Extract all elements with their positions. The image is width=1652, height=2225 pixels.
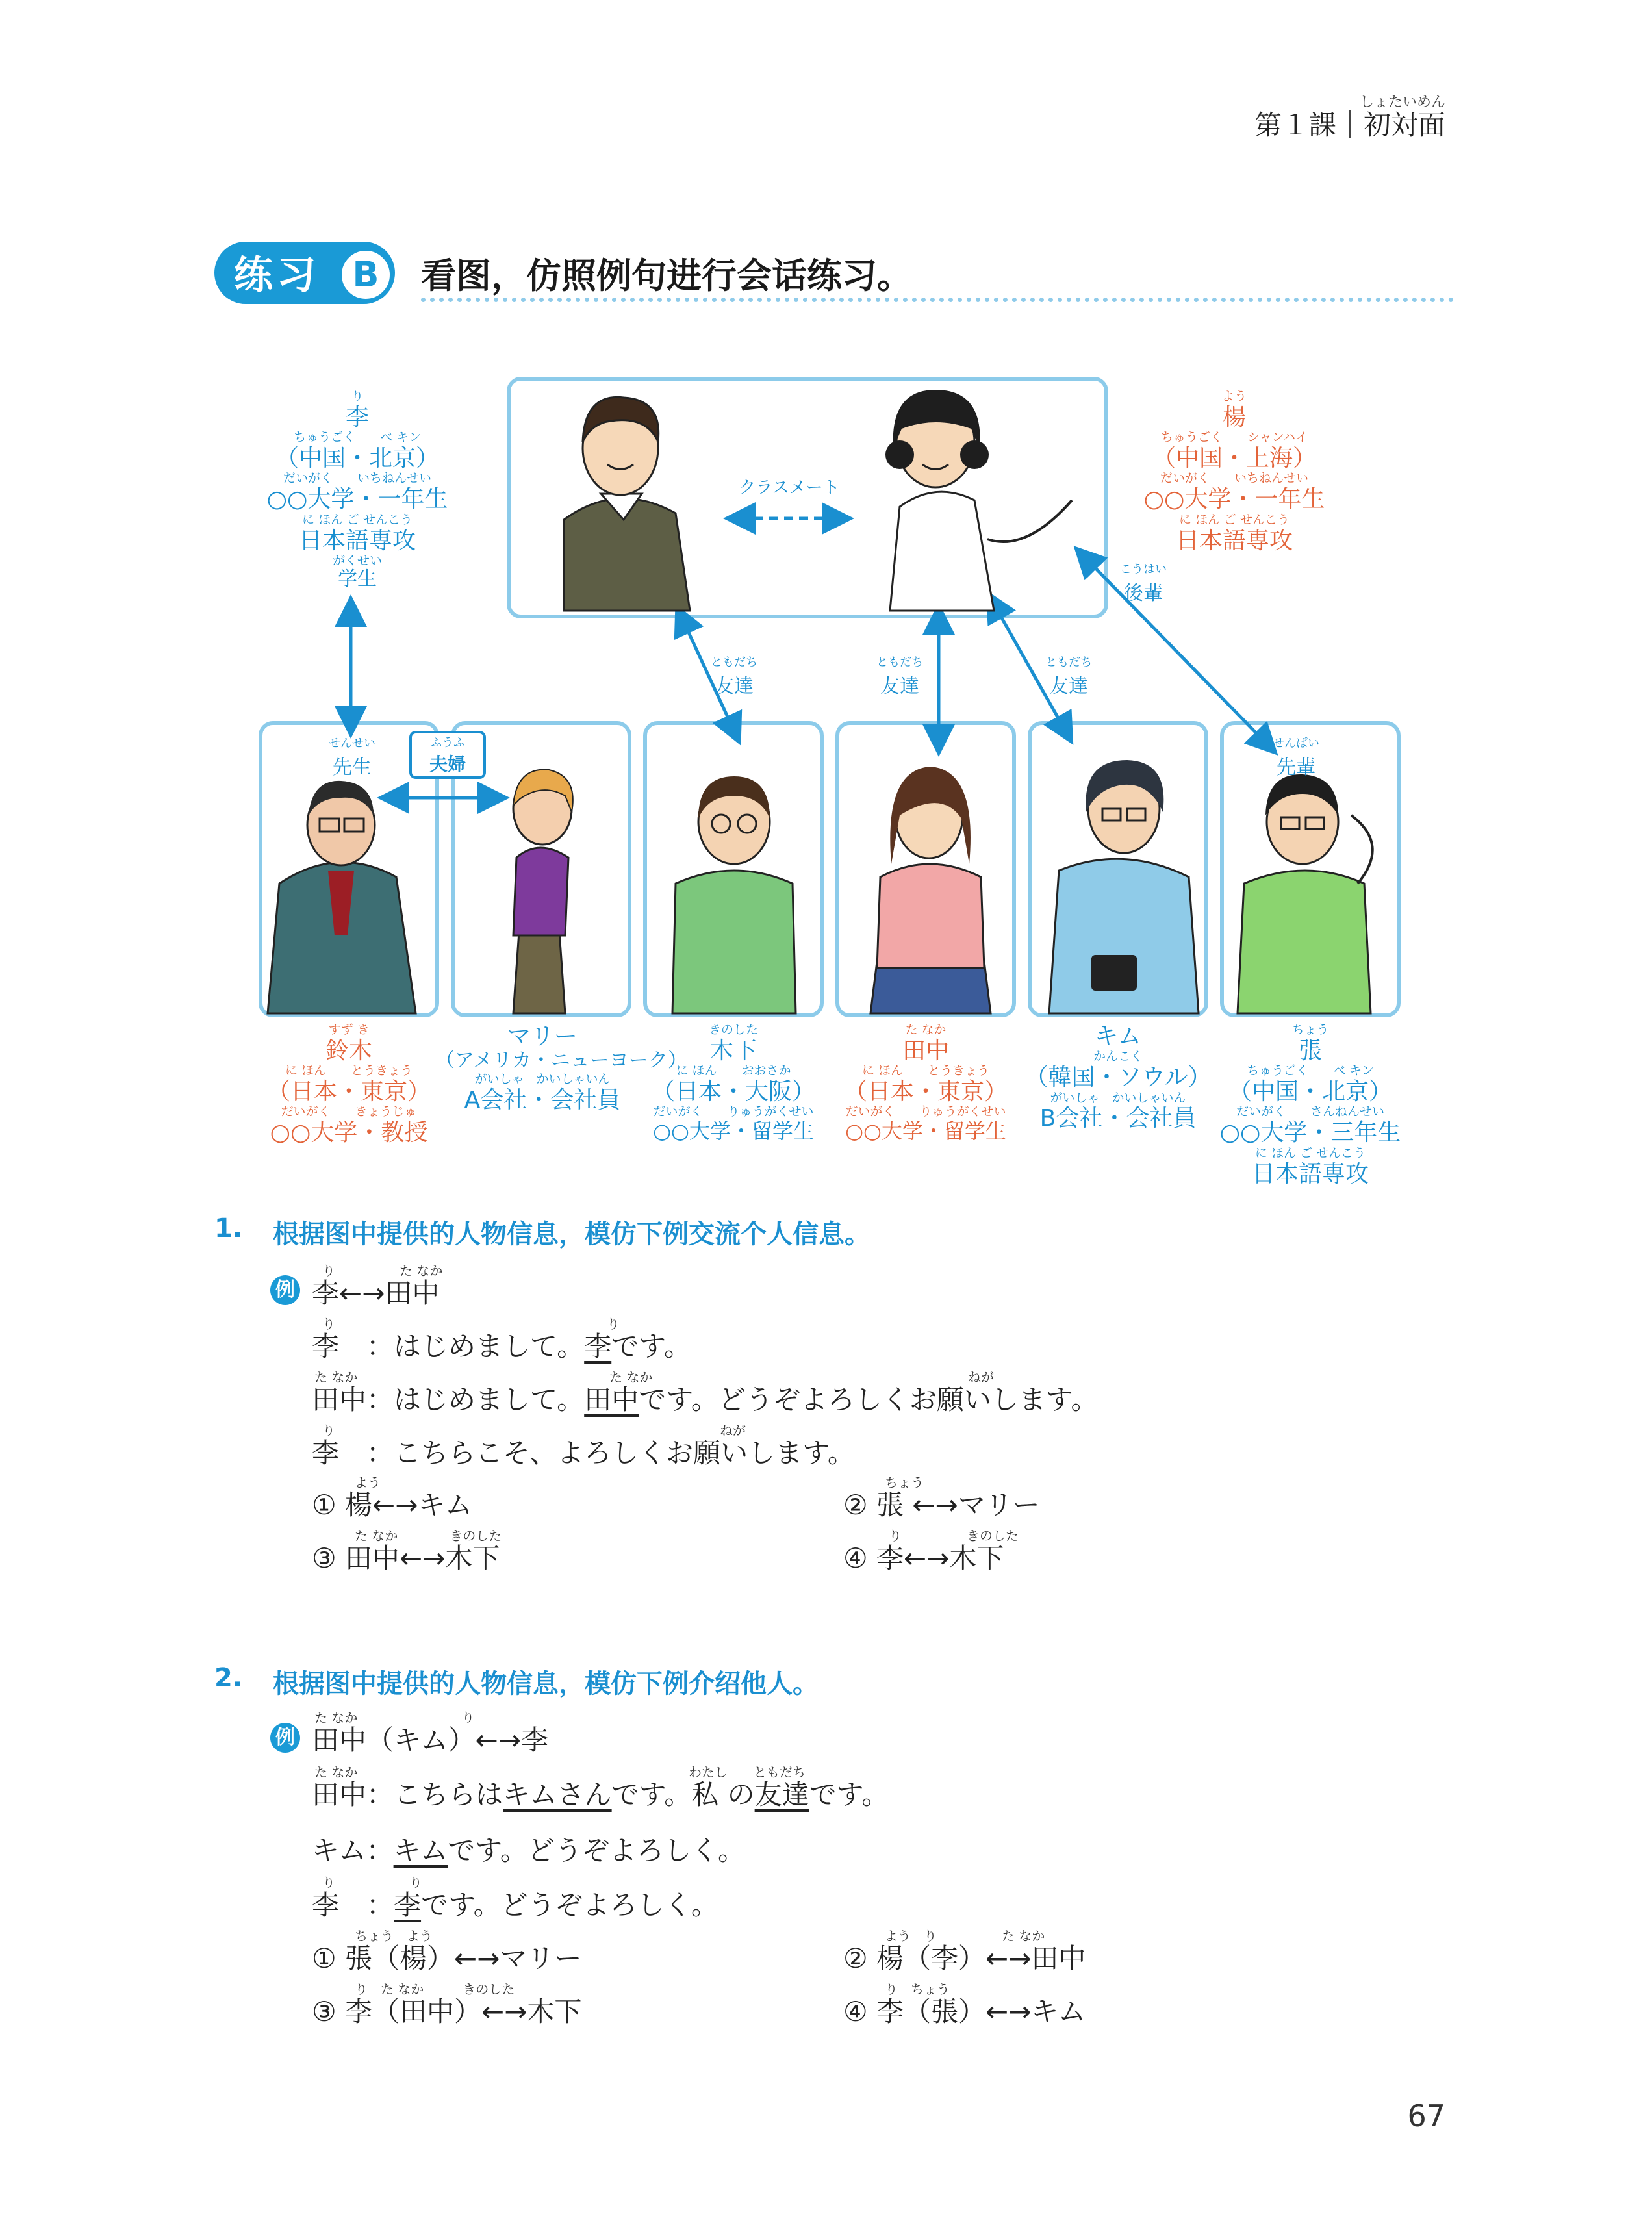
ex2-opt2-text: 楊（李）←→田中 (876, 1942, 1086, 1974)
person-info-tanaka (832, 1023, 1020, 1143)
ex1-l2-underlined: 田中 (584, 1384, 639, 1416)
kim-figure (1049, 760, 1199, 1013)
person-info-zhang (1216, 1023, 1404, 1188)
teacher-text: 先生 (333, 756, 372, 779)
ex2-opt2-ruby: よう り た なか (885, 1928, 1045, 1944)
marie-detail: A会社・会社員 (464, 1086, 621, 1113)
kinoshita-name: 木下 (709, 1037, 757, 1064)
ex2-l3-speaker-ruby: り (322, 1875, 335, 1890)
tanaka-detail-ruby: だいがく りゅうがくせい (845, 1104, 1006, 1119)
ex1-opt3-num: ③ (312, 1542, 337, 1574)
ex2-option-1 (312, 1937, 581, 1976)
ex1-opt1-text: 楊←→キム (345, 1489, 472, 1521)
yang-origin: （中国・上海） (1152, 445, 1316, 472)
yang-origin-ruby: ちゅうごく シャンハイ (1160, 430, 1308, 445)
ex1-l1-speaker-ruby: り (322, 1316, 335, 1332)
ex1-line-2 (312, 1379, 1098, 1418)
li-role-ruby: がくせい (332, 553, 382, 568)
kim-detail: B会社・会社員 (1039, 1105, 1197, 1132)
ex2-opt1-text: 張（楊）←→マリー (345, 1942, 582, 1974)
ex2-l3-underlined: 李 (394, 1889, 422, 1921)
friend-label-1 (695, 653, 773, 698)
ex1-pair-ruby-2: た なか (400, 1263, 443, 1278)
ex2-l1-text-b: です。私 の (611, 1779, 755, 1811)
practice-label: 练习 (234, 253, 320, 298)
ex2-l3-text-a: ： (339, 1889, 394, 1921)
tanaka-detail: ○○大学・留学生 (845, 1119, 1006, 1144)
li-role: 学生 (338, 567, 377, 591)
ex1-l1-text-b: です。 (611, 1330, 691, 1362)
lesson-title-ruby: しょたいめん (1359, 94, 1445, 110)
suzuki-origin-ruby: に ほん とうきょう (285, 1063, 413, 1078)
ex1-opt2-text: 張 ←→マリー (876, 1489, 1040, 1521)
zhang-extra-ruby: に ほん ご せんこう (1254, 1145, 1366, 1160)
zhang-detail: ○○大学・三年生 (1219, 1119, 1401, 1147)
yang-major: 日本語専攻 (1175, 527, 1293, 554)
friend-text-1: 友達 (715, 675, 754, 698)
senpai-text: 先輩 (1277, 756, 1315, 779)
friend-label-2 (861, 653, 939, 698)
friend-text-2: 友達 (880, 675, 919, 698)
person-info-kinoshita (639, 1023, 828, 1143)
ex1-opt2-ruby: ちょう (885, 1475, 924, 1490)
ex2-l1-speaker: 田中 (312, 1779, 367, 1811)
kinoshita-origin-ruby: に ほん おおさか (676, 1063, 791, 1078)
marie-figure (513, 770, 573, 1013)
exercise1-prompt: 根据图中提供的人物信息，模仿下例交流个人信息。 (273, 1219, 870, 1249)
kim-origin: （韓国・ソウル） (1024, 1064, 1212, 1091)
li-origin: （中国・北京） (275, 445, 439, 472)
marie-detail-ruby: がいしゃ かいしゃいん (474, 1071, 611, 1086)
ex1-l2-ruby2: ねが (968, 1369, 994, 1385)
example-badge-1: 例 (270, 1275, 300, 1305)
suzuki-origin: （日本・東京） (266, 1078, 431, 1106)
ex1-option-2 (843, 1484, 1040, 1523)
ex2-l2-underlined: キム (393, 1835, 448, 1866)
ex1-l3-text: ：こちらこそ、よろしくお願いします。 (339, 1437, 855, 1469)
ex1-opt3-text: 田中←→木下 (345, 1542, 500, 1574)
ex2-opt4-num: ④ (843, 1996, 868, 2028)
ex2-opt3-ruby: り た なか きのした (355, 1981, 515, 1997)
couple-text: 夫婦 (429, 754, 466, 775)
marie-name: マリー (507, 1023, 578, 1050)
page-number: 67 (1407, 2098, 1445, 2133)
ex2-l1-ruby: わたし ともだち (689, 1764, 806, 1780)
kinoshita-detail: ○○大学・留学生 (653, 1119, 814, 1144)
li-name: 李 (345, 403, 369, 431)
teacher-ruby: せんせい (329, 737, 375, 750)
ex2-option-4 (843, 1990, 1086, 2029)
li-origin-ruby: ちゅうごく べ キン (294, 430, 421, 445)
ex2-line-3 (312, 1884, 718, 1923)
ex1-opt4-num: ④ (843, 1542, 868, 1574)
kouhai-label (1104, 560, 1182, 605)
suzuki-figure (268, 781, 416, 1013)
marie-origin: （アメリカ・ニューヨーク） (435, 1049, 687, 1073)
zhang-origin-ruby: ちゅうごく べ キン (1247, 1063, 1374, 1078)
ex1-opt4-text: 李←→木下 (876, 1542, 1004, 1574)
ex1-l2-speaker: 田中 (312, 1384, 367, 1416)
ex1-l2-text-a: ：はじめまして。 (366, 1384, 585, 1416)
li-info (247, 390, 468, 591)
ex2-l3-ruby: り (409, 1875, 422, 1890)
kim-name: キム (1095, 1023, 1141, 1050)
ex1-opt2-num: ② (843, 1489, 868, 1521)
ex2-l2-text-a: ： (366, 1835, 394, 1866)
ex1-opt1-num: ① (312, 1489, 337, 1521)
tanaka-figure (870, 767, 991, 1013)
ex1-pair: 李←→田中 (312, 1277, 440, 1309)
ex1-pair-ruby-1: り (322, 1263, 335, 1278)
ex2-l2-text-b: です。どうぞよろしく。 (448, 1835, 746, 1866)
li-name-ruby: り (351, 389, 364, 403)
ex2-opt3-num: ③ (312, 1996, 337, 2028)
kinoshita-name-ruby: きのした (708, 1023, 758, 1037)
ex2-line-2 (312, 1829, 745, 1868)
ex1-l1-ruby: り (607, 1316, 620, 1332)
ex2-opt1-num: ① (312, 1942, 337, 1974)
zhang-detail-ruby: だいがく さんねんせい (1236, 1104, 1384, 1119)
ex1-l3-speaker: 李 (312, 1437, 340, 1469)
kim-origin-ruby: かんこく (1093, 1049, 1143, 1064)
ex2-opt4-ruby: り ちょう (885, 1981, 950, 1997)
yang-school: ○○大学・一年生 (1143, 486, 1325, 513)
yang-name: 楊 (1222, 403, 1246, 431)
ex1-line-3 (312, 1432, 855, 1471)
yang-name-ruby: よう (1221, 389, 1247, 403)
li-major-ruby: に ほん ご せんこう (301, 512, 413, 527)
person-info-kim (1024, 1023, 1212, 1132)
yang-figure (885, 390, 1072, 611)
ex1-option-4 (843, 1537, 1004, 1576)
ex2-option-3 (312, 1990, 581, 2029)
person-info-marie (435, 1023, 687, 1113)
ex2-opt1-ruby: ちょう よう (355, 1928, 433, 1944)
tanaka-name: 田中 (902, 1037, 949, 1064)
couple-ruby: ふうふ (430, 736, 465, 750)
kinoshita-figure (672, 776, 796, 1013)
ex1-opt4-ruby: り きのした (889, 1528, 1019, 1544)
zhang-extra: 日本語専攻 (1251, 1160, 1369, 1188)
tanaka-origin: （日本・東京） (843, 1078, 1008, 1106)
person-info-suzuki (255, 1023, 443, 1147)
exercise2-number: 2. (214, 1663, 243, 1693)
friend-label-3 (1030, 653, 1108, 698)
senpai-ruby: せんぱい (1273, 737, 1319, 750)
ex2-opt3-text: 李（田中）←→木下 (345, 1996, 582, 2028)
practice-letter: B (338, 247, 394, 303)
ex1-option-1 (312, 1484, 472, 1523)
ex2-l3-speaker: 李 (312, 1889, 340, 1921)
tanaka-name-ruby: た なか (905, 1023, 947, 1037)
li-school-ruby: だいがく いちねんせい (283, 471, 431, 486)
ex2-option-2 (843, 1937, 1086, 1976)
kim-detail-ruby: がいしゃ かいしゃいん (1050, 1090, 1186, 1105)
kouhai-text: 後輩 (1124, 582, 1163, 605)
ex2-l1-underlined: キムさん (503, 1779, 612, 1811)
suzuki-name-ruby: すず き (328, 1023, 370, 1037)
friend-ruby-3: ともだち (1045, 655, 1092, 669)
ex1-opt1-ruby: よう (355, 1475, 381, 1490)
ex1-l2-ruby: た なか (609, 1369, 653, 1385)
ex2-l1-text-c: です。 (809, 1779, 889, 1811)
ex2-opt2-num: ② (843, 1942, 868, 1974)
suzuki-name: 鈴木 (325, 1037, 372, 1064)
ex1-l1-text-a: ：はじめまして。 (339, 1330, 585, 1362)
ex2-l3-text-b: です。どうぞよろしく。 (421, 1889, 718, 1921)
senpai-label (1257, 734, 1335, 780)
li-major: 日本語専攻 (298, 527, 416, 554)
ex1-l3-ruby2: ねが (720, 1423, 746, 1438)
zhang-figure (1238, 774, 1373, 1013)
ex1-option-3 (312, 1537, 500, 1576)
lesson-title: 第１課｜初対面 (1254, 109, 1445, 141)
ex1-l2-speaker-ruby: た なか (314, 1369, 358, 1385)
zhang-origin: （中国・北京） (1228, 1078, 1392, 1106)
zhang-name-ruby: ちょう (1291, 1023, 1329, 1037)
suzuki-detail-ruby: だいがく きょうじゅ (281, 1104, 417, 1119)
teacher-label (313, 734, 391, 780)
ex1-l1-underlined: 李 (584, 1330, 612, 1362)
ex1-opt3-ruby: た なか きのした (355, 1528, 502, 1544)
ex2-l1-text-a: ：こちらは (366, 1779, 503, 1811)
friend-ruby-1: ともだち (711, 655, 757, 669)
friend-ruby-2: ともだち (876, 655, 923, 669)
ex2-pair-ruby: た なか り (314, 1710, 475, 1725)
ex2-l2-speaker: キム (312, 1835, 366, 1866)
practice-instruction: 看图，仿照例句进行会话练习。 (421, 255, 912, 296)
exercise1-number: 1. (214, 1214, 243, 1243)
li-figure (564, 397, 690, 611)
yang-major-ruby: に ほん ご せんこう (1178, 512, 1290, 527)
kinoshita-origin: （日本・大阪） (651, 1078, 815, 1106)
kouhai-ruby: こうはい (1120, 563, 1167, 576)
ex1-line-1 (312, 1325, 691, 1364)
yang-info (1117, 390, 1351, 554)
ex2-l1-speaker-ruby: た なか (314, 1764, 358, 1780)
ex1-l3-speaker-ruby: り (322, 1423, 335, 1438)
exercise2-prompt: 根据图中提供的人物信息，模仿下例介绍他人。 (273, 1669, 819, 1699)
couple-label (409, 731, 486, 779)
kinoshita-detail-ruby: だいがく りゅうがくせい (653, 1104, 814, 1119)
tanaka-origin-ruby: に ほん とうきょう (861, 1063, 990, 1078)
example-badge-2: 例 (270, 1723, 300, 1753)
ex2-opt4-text: 李（張）←→キム (876, 1996, 1086, 2028)
li-school: ○○大学・一年生 (266, 486, 448, 513)
ex1-l2-text-b: です。どうぞよろしくお願いします。 (639, 1384, 1099, 1416)
yang-school-ruby: だいがく いちねんせい (1160, 471, 1308, 486)
classmate-label: クラスメート (739, 478, 840, 498)
suzuki-detail: ○○大学・教授 (270, 1119, 428, 1147)
ex2-pair: 田中（キム）←→李 (312, 1724, 548, 1756)
ex2-line-1 (312, 1774, 889, 1812)
ex1-l1-speaker: 李 (312, 1330, 340, 1362)
ex2-l1-underlined-2: 友達 (754, 1779, 809, 1811)
zhang-name: 張 (1298, 1037, 1322, 1064)
friend-text-3: 友達 (1049, 675, 1088, 698)
